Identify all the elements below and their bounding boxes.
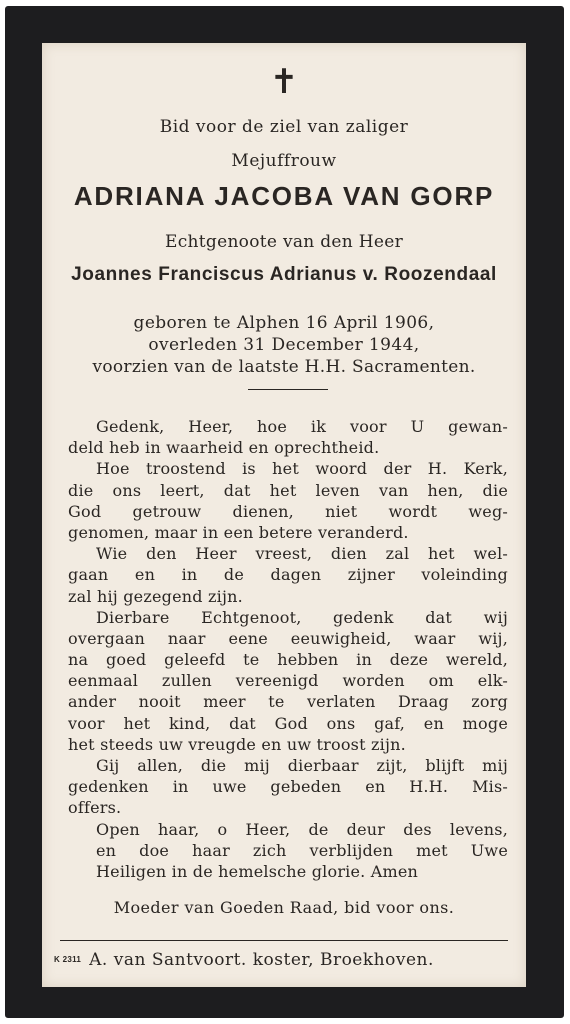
prayer-line: deld heb in waarheid en oprechtheid. [68,438,380,458]
prayer-line: offers. [68,798,122,818]
printer-name: A. van Santvoort. koster, Broekhoven. [89,950,434,970]
prayer-line: Hoe troostend is het woord der H. Kerk, [96,459,508,479]
spouse-name: Joannes Franciscus Adrianus v. Roozendaal [71,264,497,285]
prayer-line: Wie den Heer vreest, dien zal het wel- [96,544,508,564]
prayer-line: ander nooit meer te verlaten Draag zorg [68,692,508,712]
prayer-line: het steeds uw vreugde en uw troost zijn. [68,734,406,754]
prayer-line: Gij allen, die mij dierbaar zijt, blijft mij [96,756,508,775]
cross-icon: ✝ [269,62,299,102]
intro-line: Bid voor de ziel van zaliger [159,117,409,137]
prayer-line: zal hij gezegend zijn. [68,586,243,606]
prayer-line: Heiligen in de hemelsche glorie. Amen [96,861,419,881]
prayer-line: Dierbare Echtgenoot, gedenk dat wij [96,607,508,627]
printer-footer [54,950,514,970]
prayer-text [68,416,508,882]
title-line: Mejuffrouw [231,151,337,171]
prayer-line: die ons leert, dat het leven van hen, die [68,480,508,500]
prayer-line: Gedenk, Heer, hoe ik voor U gewan- [96,417,508,436]
prayer-line: God getrouw dienen, niet wordt weg- [68,501,508,521]
prayer-line: eenmaal zullen vereenigd worden om elk- [68,671,508,691]
memorial-card [42,43,526,987]
prayer-line: gaan en in de dagen zijner voleinding [68,565,508,585]
print-code: K 2311 [54,955,82,964]
prayer-line: Open haar, o Heer, de deur des levens, [96,819,508,839]
birth-line: geboren te Alphen 16 April 1906, [133,313,435,333]
prayer-line: overgaan naar eene eeuwigheid, waar wij, [68,628,508,648]
death-line: overleden 31 December 1944, [148,335,420,355]
card-border [5,6,564,1018]
closing-prayer: Moeder van Goeden Raad, bid voor ons. [113,898,455,917]
footer-divider [60,940,508,941]
sacraments-line: voorzien van de laatste H.H. Sacramenten. [92,357,476,377]
prayer-line: gedenken in uwe gebeden en H.H. Mis- [68,777,508,797]
prayer-line: voor het kind, dat God ons gaf, en moge [68,713,508,733]
divider [248,389,328,390]
deceased-name: ADRIANA JACOBA VAN GORP [73,181,495,211]
prayer-line: en doe haar zich verblijden met Uwe [96,840,508,860]
spouse-line: Echtgenoote van den Heer [164,232,404,252]
prayer-line: genomen, maar in een betere veranderd. [68,522,409,542]
prayer-line: na goed geleefd te hebben in deze wereld, [68,650,508,670]
